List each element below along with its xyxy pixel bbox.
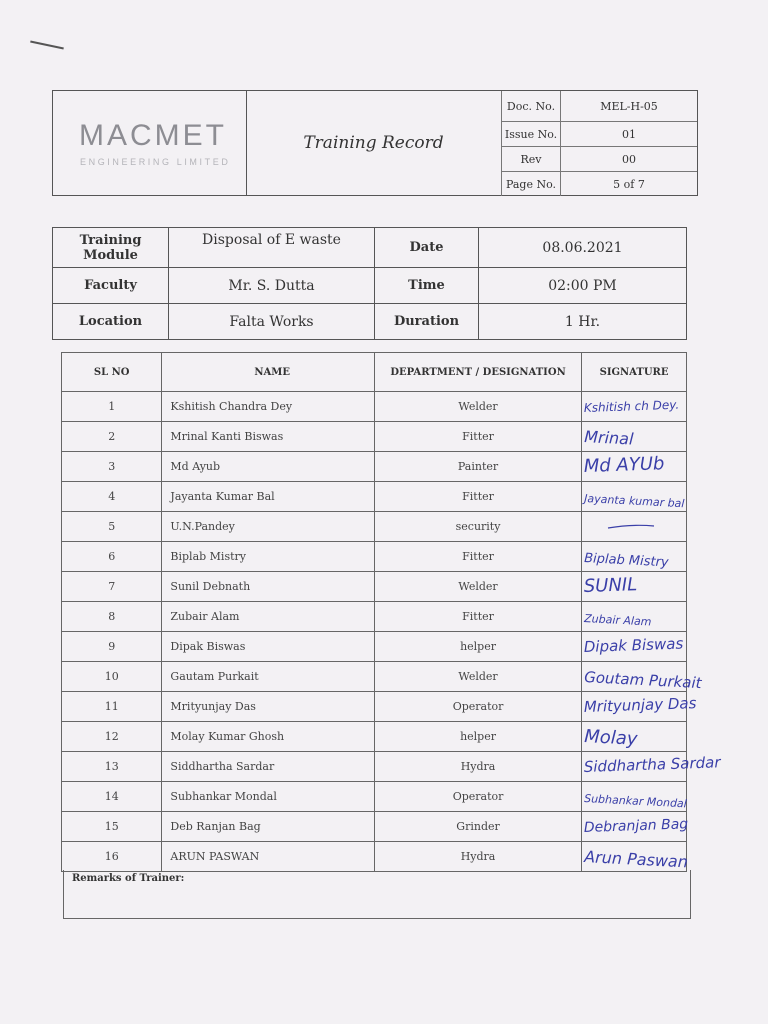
table-row: [62, 812, 687, 842]
signature-text: Siddhartha Sardar: [583, 753, 721, 776]
info-row: [53, 268, 687, 304]
signature-scribble: [582, 752, 721, 781]
module-value: Disposal of E waste: [169, 228, 375, 268]
meta-label: Rev: [502, 147, 561, 172]
table-row: [62, 752, 687, 782]
row-signature-cell: [582, 842, 687, 872]
signature-scribble: [582, 602, 712, 631]
row-sl-no: 7: [62, 572, 162, 602]
row-name: Md Ayub: [162, 452, 375, 482]
row-sl-no: 14: [62, 782, 162, 812]
meta-value: 01: [561, 122, 698, 147]
signature-text: Kshitish ch Dey.: [583, 397, 680, 415]
attendance-body: [62, 392, 721, 872]
row-signature-cell: [582, 542, 687, 572]
signature-text: Md AYUb: [583, 453, 665, 477]
signature-scribble: [582, 422, 712, 451]
row-signature-cell: [582, 482, 687, 512]
signature-text: Arun Paswan: [583, 847, 689, 872]
row-sl-no: 10: [62, 662, 162, 692]
row-name: Mrinal Kanti Biswas: [162, 422, 375, 452]
duration-label: Duration: [375, 304, 479, 340]
meta-value: 5 of 7: [561, 172, 698, 197]
location-label: Location: [53, 304, 169, 340]
signature-text: Subhankar Mondal: [583, 792, 688, 811]
table-row: [62, 542, 687, 572]
table-row: [62, 422, 687, 452]
row-sl-no: 12: [62, 722, 162, 752]
row-name: Kshitish Chandra Dey: [162, 392, 375, 422]
row-sl-no: 16: [62, 842, 162, 872]
table-row: [62, 572, 687, 602]
duration-value: 1 Hr.: [479, 304, 687, 340]
row-signature-cell: [582, 602, 687, 632]
row-department: Fitter: [374, 602, 581, 632]
signature-scribble: [582, 512, 712, 541]
signature-text: Debranjan Bag: [583, 816, 689, 836]
row-department: Painter: [374, 452, 581, 482]
meta-row: [502, 122, 698, 147]
row-sl-no: 2: [62, 422, 162, 452]
col-header-dept: DEPARTMENT / DESIGNATION: [374, 353, 581, 392]
meta-row: [502, 91, 698, 122]
row-signature-cell: [582, 782, 687, 812]
row-department: Operator: [374, 692, 581, 722]
row-signature-cell: [582, 632, 687, 662]
time-label: Time: [375, 268, 479, 304]
row-signature-cell: [582, 422, 687, 452]
row-sl-no: 1: [62, 392, 162, 422]
row-department: Welder: [374, 572, 581, 602]
signature-scribble: [582, 722, 712, 751]
row-sl-no: 6: [62, 542, 162, 572]
row-department: security: [374, 512, 581, 542]
row-department: Hydra: [374, 752, 581, 782]
date-value: 08.06.2021: [479, 228, 687, 268]
row-name: Biplab Mistry: [162, 542, 375, 572]
row-name: Dipak Biswas: [162, 632, 375, 662]
signature-text: Biplab Mistry: [583, 551, 670, 571]
row-name: Siddhartha Sardar: [162, 752, 375, 782]
attendance-header-row: [62, 353, 687, 392]
signature-text: Dipak Biswas: [583, 634, 684, 656]
row-sl-no: 13: [62, 752, 162, 782]
row-signature-cell: [582, 452, 687, 482]
training-info-table: [52, 227, 687, 340]
table-row: [62, 392, 687, 422]
meta-value: 00: [561, 147, 698, 172]
meta-value: MEL-H-05: [561, 91, 698, 122]
faculty-label: Faculty: [53, 268, 169, 304]
row-name: Jayanta Kumar Bal: [162, 482, 375, 512]
row-signature-cell: [582, 662, 703, 693]
time-value: 02:00 PM: [479, 268, 687, 304]
signature-text: Mrityunjay Das: [583, 694, 697, 716]
table-row: [62, 482, 687, 512]
signature-scribble: [582, 812, 712, 841]
signature-scribble: [582, 632, 712, 661]
signature-scribble: [582, 392, 712, 421]
meta-label: Doc. No.: [502, 91, 561, 122]
row-name: Gautam Purkait: [162, 662, 375, 692]
row-name: U.N.Pandey: [162, 512, 375, 542]
logo-subtitle: ENGINEERING LIMITED: [80, 157, 231, 167]
document-title: Training Record: [303, 133, 444, 153]
signature-text: SUNIL: [583, 574, 638, 597]
faculty-value: Mr. S. Dutta: [169, 268, 375, 304]
signature-scribble: [582, 482, 712, 511]
meta-label: Issue No.: [502, 122, 561, 147]
row-sl-no: 9: [62, 632, 162, 662]
signature-scribble: [582, 782, 712, 811]
row-name: Molay Kumar Ghosh: [162, 722, 375, 752]
signature-scribble: [582, 692, 712, 721]
row-sl-no: 11: [62, 692, 162, 722]
signature-text: Mrinal: [583, 427, 635, 449]
row-department: Grinder: [374, 812, 581, 842]
row-name: Sunil Debnath: [162, 572, 375, 602]
row-department: Welder: [374, 662, 581, 692]
col-header-sl: SL NO: [62, 353, 162, 392]
row-name: Deb Ranjan Bag: [162, 812, 375, 842]
row-name: ARUN PASWAN: [162, 842, 375, 872]
info-row: [53, 304, 687, 340]
logo-text: MACMET: [79, 119, 227, 152]
row-sl-no: 3: [62, 452, 162, 482]
row-name: Subhankar Mondal: [162, 782, 375, 812]
table-row: [62, 722, 687, 752]
attendance-table: [61, 352, 721, 872]
signature-scribble: [582, 662, 712, 691]
module-label: Training Module: [53, 228, 169, 268]
meta-row: [502, 147, 698, 172]
row-department: Fitter: [374, 422, 581, 452]
row-signature-cell: [582, 572, 687, 602]
table-row: [62, 512, 687, 542]
table-row: [62, 452, 687, 482]
company-logo: [53, 91, 247, 195]
row-department: helper: [374, 632, 581, 662]
row-sl-no: 15: [62, 812, 162, 842]
row-department: Fitter: [374, 542, 581, 572]
row-name: Mrityunjay Das: [162, 692, 375, 722]
signature-text: Molay: [583, 726, 639, 750]
row-department: Fitter: [374, 482, 581, 512]
meta-label: Page No.: [502, 172, 561, 197]
row-signature-cell: [582, 752, 721, 782]
signature-scribble: [582, 452, 712, 481]
remarks-label: Remarks of Trainer:: [72, 873, 185, 884]
remarks-box: [63, 870, 691, 919]
signature-scribble: [582, 572, 712, 601]
row-sl-no: 5: [62, 512, 162, 542]
table-row: [62, 632, 687, 662]
table-row: [62, 692, 687, 722]
table-row: [62, 782, 687, 812]
row-department: Hydra: [374, 842, 581, 872]
signature-text: Jayanta kumar bal: [583, 492, 685, 511]
col-header-name: NAME: [162, 353, 375, 392]
row-name: Zubair Alam: [162, 602, 375, 632]
info-row: [53, 228, 687, 268]
row-department: helper: [374, 722, 581, 752]
row-sl-no: 4: [62, 482, 162, 512]
table-row: [62, 842, 687, 872]
meta-row: [502, 172, 698, 197]
signature-text: Goutam Purkait: [583, 668, 703, 693]
signature-scribble: [582, 542, 712, 571]
row-signature-cell: [582, 392, 687, 422]
col-header-signature: SIGNATURE: [582, 353, 687, 392]
document-header: [52, 90, 698, 196]
scan-mark: [30, 40, 64, 49]
date-label: Date: [375, 228, 479, 268]
row-signature-cell: [582, 812, 687, 842]
table-row: [62, 602, 687, 632]
signature-stroke: [608, 525, 654, 528]
row-department: Welder: [374, 392, 581, 422]
row-sl-no: 8: [62, 602, 162, 632]
row-signature-cell: [582, 722, 687, 752]
signature-text: Zubair Alam: [583, 612, 652, 629]
row-signature-cell: [582, 692, 697, 722]
row-signature-cell: [582, 512, 687, 542]
location-value: Falta Works: [169, 304, 375, 340]
row-department: Operator: [374, 782, 581, 812]
table-row: [62, 662, 687, 692]
signature-scribble: [582, 842, 712, 871]
title-cell: [246, 91, 502, 195]
document-meta-table: [501, 91, 697, 196]
